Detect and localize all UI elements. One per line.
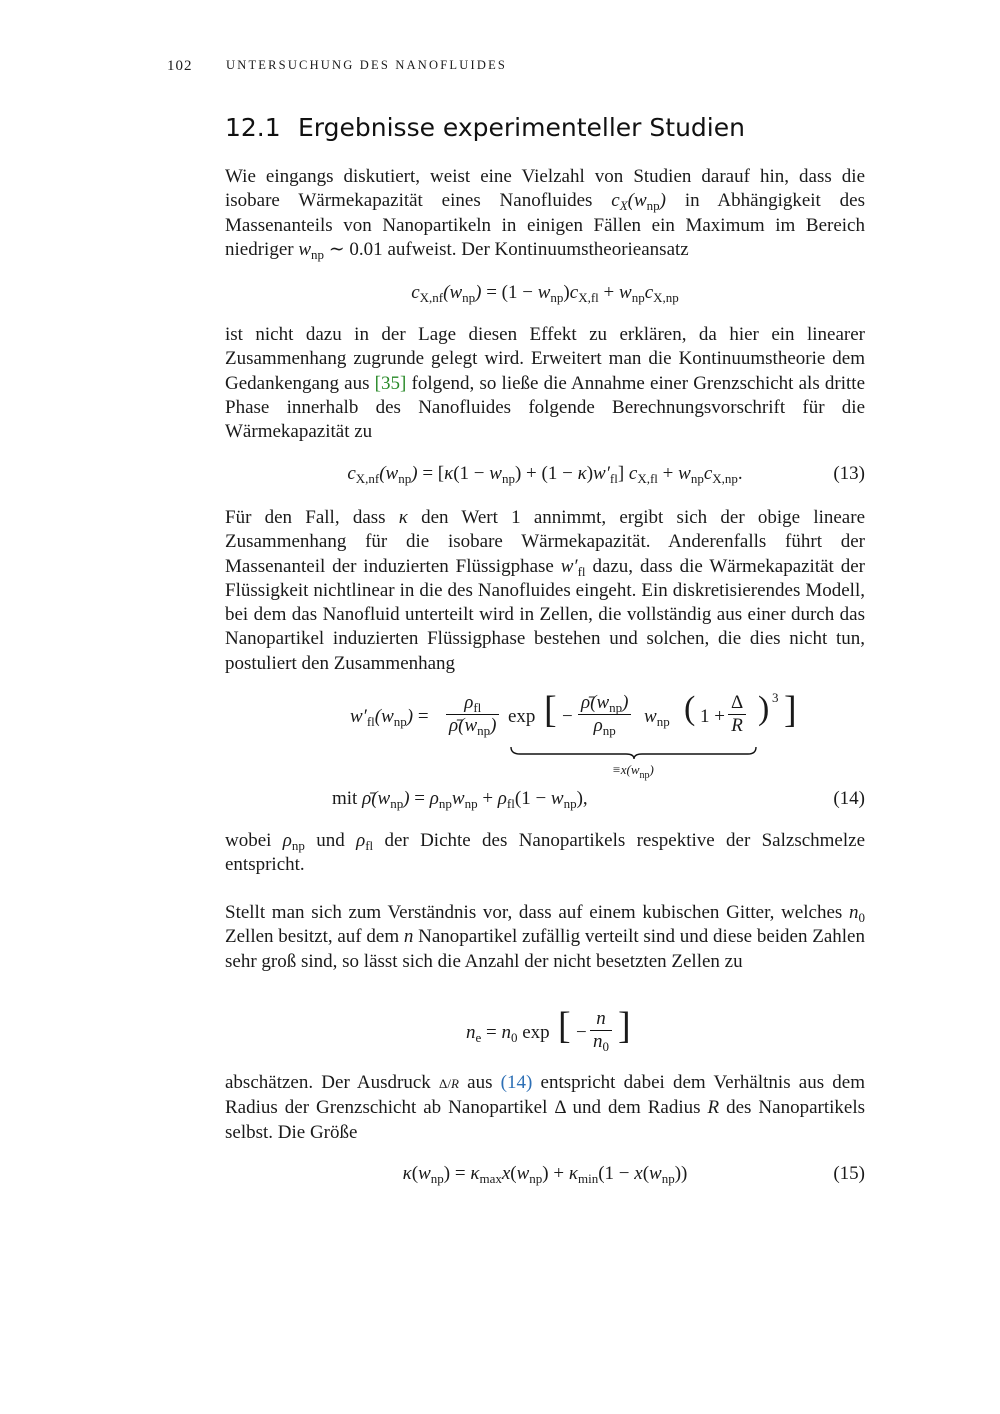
paragraph-6: abschätzen. Der Ausdruck Δ/R aus (14) entspricht dabei dem Verhältnis aus dem Radius der Grenzschicht ab Nanopartikel Δ und dem Radius R des Nanopartikels selbst. Die Größe xyxy=(225,1072,866,1143)
text-run: aufweist. Der Kontinuumstheorieansatz xyxy=(382,238,689,260)
section-title: Ergebnisse experimenteller Studien xyxy=(298,113,745,142)
equation-15: $\kappa(w_{np}) = \kappa_{max}x(w_{np}) + \kappa_{min}(1 - x(w_{np}))$ (15) xyxy=(402,1163,865,1186)
equation-number: (15) xyxy=(833,1163,865,1184)
text-run: Stellt man sich zum Verständnis vor, dass auf einem kubischen Gitter, welches xyxy=(225,902,849,923)
text-run: abschätzen. Der Ausdruck xyxy=(225,1072,439,1093)
text-run: den Wert 1 annimmt, ergibt sich der obige lineare Zusammenhang für die isobare Wärmekapazität. Anderenfalls führt der Massenanteil der induzierten Flüssigphase xyxy=(225,507,865,577)
section-heading xyxy=(225,113,745,142)
mit-text: mit xyxy=(332,788,358,809)
text-run: Zellen besitzt, auf dem xyxy=(225,926,404,948)
math-inline: $w_{np}$ xyxy=(298,238,325,262)
page-number: 102 xyxy=(167,58,193,74)
text-run: und xyxy=(304,830,357,851)
underbrace-label: $\equiv x(w_{np})$ xyxy=(612,762,654,781)
math-inline: $c_X(w_{np})$ xyxy=(611,190,666,214)
citation-link[interactable]: [35] xyxy=(374,372,407,394)
text-run: in Abhängigkeit des Massenanteils von Nanopartikeln in einigen Fällen ein Maximum im Bereich niedriger xyxy=(225,190,866,260)
equation-14-main: $w'_{fl}(w_{np})$ = $\rho_{fl}$ $\rhō(w_{np})$ exp [ − $\rhō(w_{np})$ $\rho_{np}$ $w_{np}$ ( 1 + $\frac{\Delta}{R}$ ) 3 ] $\equiv x(w_{np})$ xyxy=(350,689,797,781)
text-run: der Dichte des Nanopartikels respektive der Salzschmelze entspricht. xyxy=(225,830,866,876)
text-run: des Nanopartikels selbst. Die Größe xyxy=(225,1097,866,1143)
section-number: 12.1 xyxy=(225,113,281,142)
text-run: aus xyxy=(458,1072,501,1093)
paragraph-5: Stellt man sich zum Verständnis vor, dass auf einem kubischen Gitter, welches $n_0$ Zellen besitzt, auf dem n Nanopartikel zufällig verteilt sind und diese beiden Zahlen sehr groß sind, so lässt sich die Anzahl der nicht besetzten Zellen zu xyxy=(225,902,865,972)
text-run: Für den Fall, dass xyxy=(225,507,399,528)
text-run: ist nicht dazu in der Lage diesen Effekt zu erklären, da hier ein linearer Zusammenhang zugrunde gelegt wird. Erweitert man die Kontinuumstheorie dem Gedankengang aus xyxy=(225,324,865,394)
paragraph-2 xyxy=(225,323,865,444)
text-run: wobei xyxy=(225,830,283,851)
paragraph-1: Wie eingangs diskutiert, weist eine Vielzahl von Studien darauf hin, dass die isobare Wärmekapazität eines Nanofluides $c_X(w_{np})$ in Abhängigkeit des Massenanteils von Nanopartikeln in einigen Fällen ein Maximum im Bereich niedriger $w_{np}$ ∼ 0.01 aufweist. Der Kontinuumstheorieansatz xyxy=(225,166,866,262)
equation-continuum: $c_{X,nf}(w_{np}) = (1 - w_{np})c_{X,fl} + w_{np}c_{X,np}$ xyxy=(411,282,679,305)
equation-link[interactable]: (14) xyxy=(500,1072,533,1093)
equation-13: $c_{X,nf}(w_{np}) = [\kappa(1 - w_{np}) + (1 - \kappa)w'_{fl}] c_{X,fl} + w_{np}c_{X,np}$. (13) xyxy=(347,463,865,486)
equation-14-mit: mit $\rhō(w_{np}) = \rho_{np}w_{np} + \rho_{fl}(1 - w_{np})$, (14) xyxy=(332,788,865,811)
text-run: entspricht dabei dem Verhältnis aus dem Radius der Grenzschicht ab Nanopartikel Δ und dem Radius xyxy=(225,1072,866,1119)
equation-number: (14) xyxy=(833,788,865,809)
running-title: UNTERSUCHUNG DES NANOFLUIDES xyxy=(226,58,508,72)
equation-ne: $n_e = n_0$ exp [ − $\frac{n}{n_0}$ ] xyxy=(466,1005,631,1054)
text-run: folgend, so ließe die Annahme einer Grenzschicht als dritte Phase innerhalb des Nanofluides folgende Berechnungsvorschrift für die Wärmekapazität zu xyxy=(225,372,866,443)
paragraph-3: Für den Fall, dass κ den Wert 1 annimmt, ergibt sich der obige lineare Zusammenhang für die isobare Wärmekapazität. Anderenfalls führt der Massenanteil der induzierten Flüssigphase $w'_{fl}$ dazu, dass die Wärmekapazität der Flüssigkeit nichtlinear in die des Nanofluides eingeht. Ein diskretisierendes Modell, bei dem das Nanofluid unterteilt wird in Zellen, die vollständig aus einer durch das Nanopartikel induzierten Flüssigphase bestehen und solchen, die dies nicht tun, postuliert den Zusammenhang xyxy=(225,507,865,674)
text-run: Wie eingangs diskutiert, weist eine Vielzahl von Studien darauf hin, dass die isobare Wärmekapazität eines Nanofluides xyxy=(225,166,865,212)
paragraph-4: wobei $\rho_{np}$ und $\rho_{fl}$ der Dichte des Nanopartikels respektive der Salzschmelze entspricht. xyxy=(225,830,866,876)
text-run: Nanopartikel zufällig verteilt sind und diese beiden Zahlen sehr groß sind, so lässt sich die Anzahl der nicht besetzten Zellen zu xyxy=(225,926,865,972)
text-run: dazu, dass die Wärmekapazität der Flüssigkeit nichtlinear in die des Nanofluides eingeht. Ein diskretisierendes Modell, bei dem das Nanofluid unterteilt wird in Zellen, die vollständig aus einer durch das Nanopartikel induzierten Flüssigphase bestehen und solchen, die dies nicht tun, postuliert den Zusammenhang xyxy=(225,555,865,674)
equation-number: (13) xyxy=(833,463,865,484)
underbrace xyxy=(510,746,758,760)
